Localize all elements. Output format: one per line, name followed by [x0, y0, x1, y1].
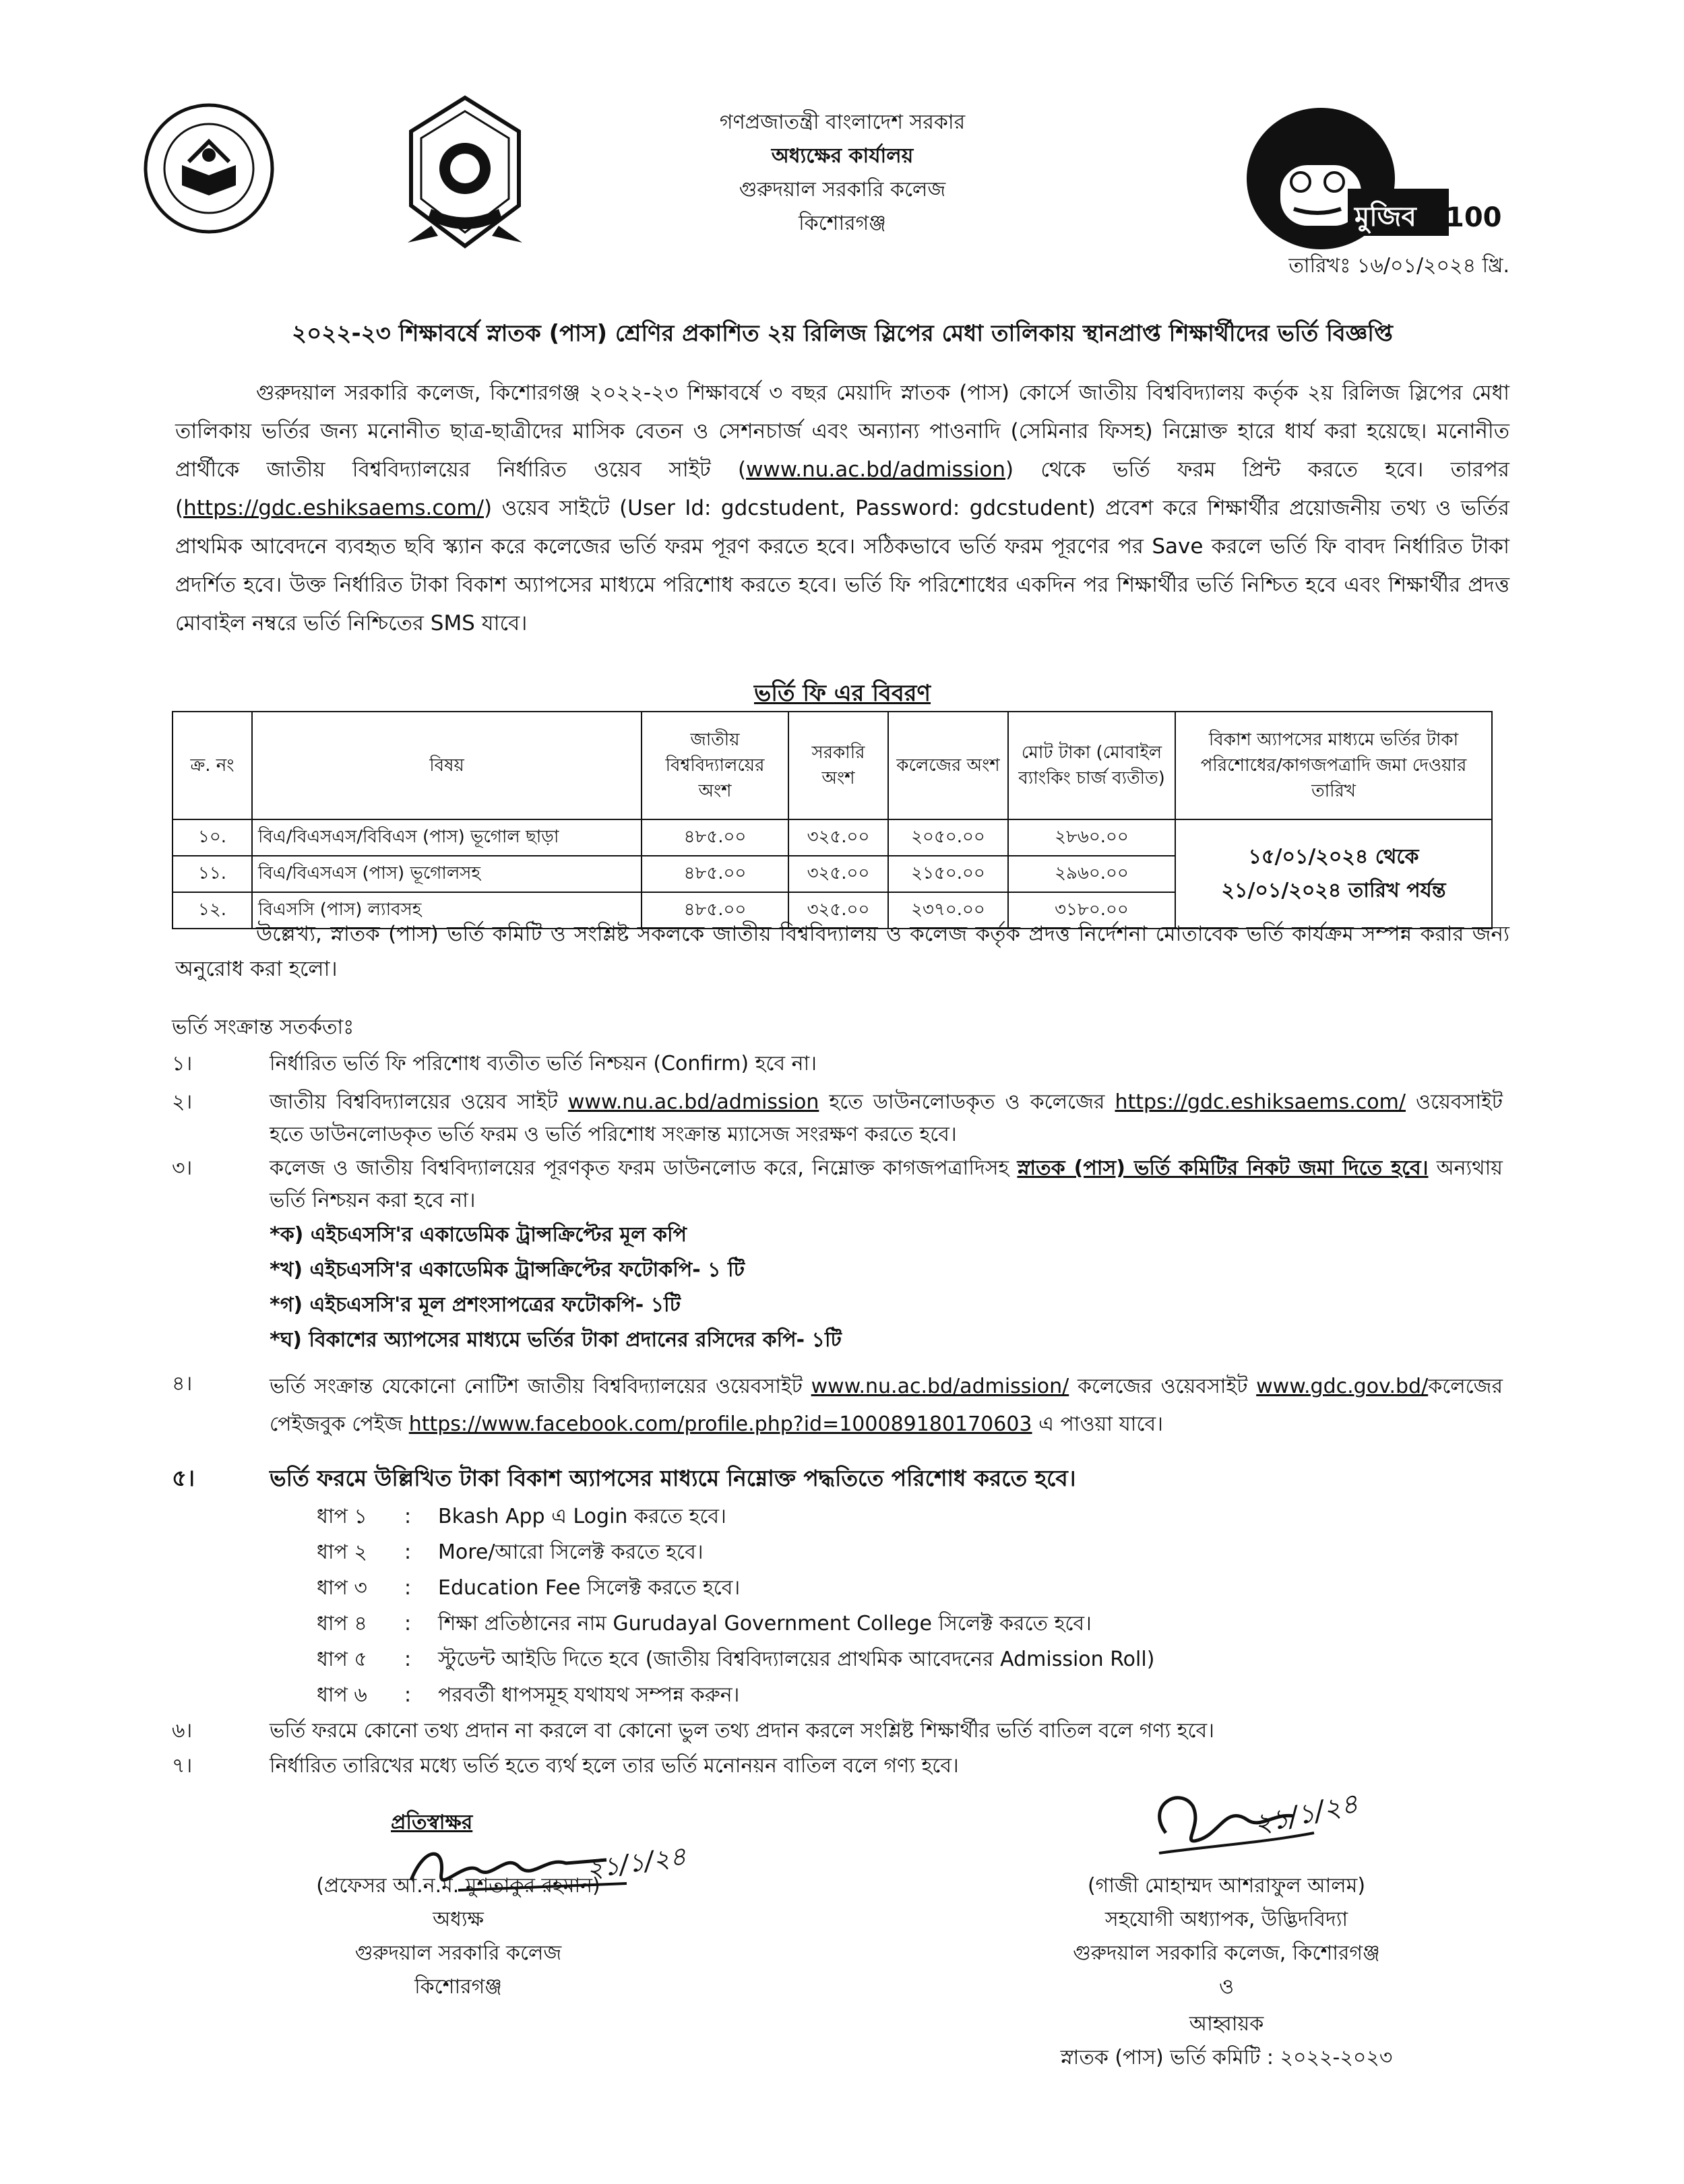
- col-nu-share: জাতীয় বিশ্ববিদ্যালয়ের অংশ: [642, 712, 788, 819]
- note-paragraph: উল্লেখ্য, স্নাতক (পাস) ভর্তি কমিটি ও সংশ্লিষ্ট সকলকে জাতীয় বিশ্ববিদ্যালয় ও কলেজ কর্তৃক প্রদত্ত নির্দেশনা মোতাবেক ভর্তি কার্যক্রম সম্পন্ন করার জন্য অনুরোধ করা হলো।: [175, 922, 1509, 981]
- step-colon: :: [404, 1612, 412, 1635]
- signature-left-name: (প্রফেসর আ.ন.ম. মুশতাকুর রহমান): [316, 1874, 600, 1898]
- item-number: ৭।: [172, 1754, 193, 1778]
- item-text: ভর্তি ফরমে উল্লিখিত টাকা বিকাশ অ্যাপসের মাধ্যমে নিম্নোক্ত পদ্ধতিতে পরিশোধ করতে হবে।: [270, 1465, 1076, 1491]
- step-text: পরবর্তী ধাপসমূহ যথাযথ সম্পন্ন করুন।: [438, 1683, 740, 1707]
- nu-admission-link[interactable]: www.nu.ac.bd/admission: [567, 1090, 819, 1114]
- step-text: Education Fee সিলেক্ট করতে হবে।: [438, 1576, 741, 1600]
- item-text-c: ওয়েবসাইট হতে ডাউনলোডকৃত ভর্তি ফরম ও ভর্তি পরিশোধ সংক্রান্ত ম্যাসেজ সংরক্ষণ করতে হবে।: [270, 1090, 1503, 1146]
- signature-left-title: অধ্যক্ষ: [433, 1908, 484, 1931]
- document-item: *গ) এইচএসসি'র মূল প্রশংসাপত্রের ফটোকপি- ১টি: [270, 1293, 681, 1317]
- facebook-page-link[interactable]: https://www.facebook.com/profile.php?id=100089180170603: [408, 1412, 1032, 1436]
- item-number: ৫।: [172, 1465, 195, 1492]
- logo-left: [142, 101, 276, 236]
- document-item: *খ) এইচএসসি'র একাডেমিক ট্রান্সক্রিপ্টের ফটোকপি- ১ টি: [270, 1258, 745, 1282]
- cell-college: ২০৫০.০০: [888, 819, 1008, 856]
- caution-title: ভর্তি সংক্রান্ত সতর্কতাঃ: [172, 1016, 354, 1039]
- eshiksa-link[interactable]: https://gdc.eshiksaems.com/: [1115, 1090, 1406, 1114]
- step-colon: :: [404, 1540, 412, 1564]
- notice-title: ২০২২-২৩ শিক্ষাবর্ষে স্নাতক (পাস) শ্রেণির প্রকাশিত ২য় রিলিজ স্লিপের মেধা তালিকায় স্থানপ্রাপ্ত শিক্ষার্থীদের ভর্তি বিজ্ঞপ্তি: [292, 320, 1393, 347]
- step-label: ধাপ ৪: [317, 1612, 367, 1635]
- signature-left-org: গুরুদয়াল সরকারি কলেজ: [354, 1941, 562, 1965]
- table-header-row: [173, 712, 1492, 819]
- signature-right-org: গুরুদয়াল সরকারি কলেজ, কিশোরগঞ্জ: [1073, 1941, 1380, 1965]
- cell-serial: ১০.: [173, 819, 252, 856]
- fee-table: [172, 711, 1493, 929]
- logo-college: [384, 91, 546, 259]
- signature-right-and: ও: [1218, 1975, 1235, 1999]
- cell-total: ৩১৮০.০০: [1008, 892, 1175, 929]
- step-text: More/আরো সিলেক্ট করতে হবে।: [438, 1540, 704, 1564]
- step-text: স্টুডেন্ট আইডি দিতে হবে (জাতীয় বিশ্ববিদ্যালয়ের প্রাথমিক আবেদনের Admission Roll): [438, 1648, 1155, 1671]
- cell-total: ২৯৬০.০০: [1008, 856, 1175, 892]
- signature-right-committee: স্নাতক (পাস) ভর্তি কমিটি : ২০২২-২০২৩: [1060, 2046, 1393, 2069]
- item-number: ২।: [172, 1090, 193, 1114]
- nu-admission-link[interactable]: www.nu.ac.bd/admission: [746, 458, 1006, 482]
- signature-right-role: আহ্বায়ক: [1189, 2012, 1264, 2036]
- step-colon: :: [404, 1576, 412, 1600]
- cell-nu: ৪৮৫.০০: [642, 856, 788, 892]
- cell-nu: ৪৮৫.০০: [642, 892, 788, 929]
- item-text-a: কলেজ ও জাতীয় বিশ্ববিদ্যালয়ের পূরণকৃত ফরম ডাউনলোড করে, নিম্নোক্ত কাগজপত্রাদিসহ: [270, 1156, 1018, 1180]
- signature-right-title: সহযোগী অধ্যাপক, উদ্ভিদবিদ্যা: [1104, 1908, 1348, 1931]
- document-item: *ক) এইচএসসি'র একাডেমিক ট্রান্সক্রিপ্টের মূল কপি: [270, 1223, 687, 1247]
- signature-right-name: (গাজী মোহাম্মদ আশরাফুল আলম): [1087, 1874, 1366, 1898]
- item-number: ৬।: [172, 1719, 193, 1743]
- cell-college: ২১৫০.০০: [888, 856, 1008, 892]
- col-subject: বিষয়: [252, 712, 642, 819]
- step-label: ধাপ ৩: [317, 1576, 367, 1600]
- step-colon: :: [404, 1505, 412, 1528]
- intro-text-b: ) থেকে ভর্তি ফরম প্রিন্ট করতে হবে। তারপর (: [175, 458, 1509, 520]
- item-text: [270, 1152, 1503, 1217]
- col-serial: ক্র. নং: [173, 712, 252, 819]
- item-text-c: কলেজের পেইজবুক পেইজ: [270, 1375, 1503, 1436]
- intro-paragraph: [175, 374, 1509, 643]
- header-line-2: অধ্যক্ষের কার্যালয়: [771, 144, 914, 168]
- col-payment-date: বিকাশ অ্যাপসের মাধ্যমে ভর্তির টাকা পরিশোধের/কাগজপত্রাদি জমা দেওয়ার তারিখ: [1175, 712, 1492, 819]
- cell-subject: বিএসসি (পাস) ল্যাবসহ: [252, 892, 642, 929]
- col-govt-share: সরকারি অংশ: [788, 712, 888, 819]
- item-text: নির্ধারিত ভর্তি ফি পরিশোধ ব্যতীত ভর্তি নিশ্চয়ন (Confirm) হবে না।: [270, 1052, 817, 1075]
- cell-govt: ৩২৫.০০: [788, 819, 888, 856]
- col-total: মোট টাকা (মোবাইল ব্যাংকিং চার্জ ব্যতীত): [1008, 712, 1175, 819]
- gdc-website-link[interactable]: www.gdc.gov.bd/: [1256, 1375, 1429, 1398]
- signature-left-place: কিশোরগঞ্জ: [414, 1975, 502, 1999]
- signature-left-date: ২১/১/২৪: [584, 1840, 688, 1885]
- cell-total: ২৮৬০.০০: [1008, 819, 1175, 856]
- cell-subject: বিএ/বিএসএস/বিবিএস (পাস) ভূগোল ছাড়া: [252, 819, 642, 856]
- step-text: Bkash App এ Login করতে হবে।: [438, 1505, 726, 1528]
- cell-govt: ৩২৫.০০: [788, 856, 888, 892]
- intro-text-c: ) ওয়েব সাইটে (User Id: gdcstudent, Password: gdcstudent) প্রবেশ করে শিক্ষার্থীর প্রয়োজনীয় তথ্য ও ভর্তির প্রাথমিক আবেদনে ব্যবহৃত ছবি স্ক্যান করে কলেজের ভর্তি ফরম পূরণ করতে হবে। সঠিকভাবে ভর্তি ফরম পূরণের পর Save করলে ভর্তি ফি বাবদ নির্ধারিত টাকা প্রদর্শিত হবে। উক্ত নির্ধারিত টাকা বিকাশ অ্যাপসের মাধ্যমে পরিশোধ করতে হবে। ভর্তি ফি পরিশোধের একদিন পর শিক্ষার্থীর ভর্তি নিশ্চিত হবে এবং শিক্ষার্থীর প্রদত্ত মোবাইল নম্বরে ভর্তি নিশ্চিতের SMS যাবে।: [175, 496, 1509, 635]
- date-range-start: ১৫/০১/২০২৪ থেকে: [1248, 845, 1419, 869]
- item-text-a: ভর্তি সংক্রান্ত যেকোনো নোটিশ জাতীয় বিশ্ববিদ্যালয়ের ওয়েবসাইট: [270, 1375, 811, 1398]
- item-text-bold: স্নাতক (পাস) ভর্তি কমিটির নিকট জমা দিতে হবে।: [1017, 1156, 1429, 1180]
- item-number: ৩।: [172, 1156, 193, 1180]
- table-row: [173, 819, 1492, 856]
- cell-serial: ১২.: [173, 892, 252, 929]
- item-text-a: জাতীয় বিশ্ববিদ্যালয়ের ওয়েব সাইট: [270, 1090, 568, 1114]
- header-line-3: গুরুদয়াল সরকারি কলেজ: [739, 178, 946, 201]
- cell-nu: ৪৮৫.০০: [642, 819, 788, 856]
- item-number: ১।: [172, 1052, 193, 1075]
- nu-admission-link[interactable]: www.nu.ac.bd/admission/: [811, 1375, 1069, 1398]
- mujib-text: মুজিব: [1354, 201, 1416, 232]
- item-text-b: হতে ডাউনলোডকৃত ও কলেজের: [819, 1090, 1115, 1114]
- item-text-d: এ পাওয়া যাবে।: [1032, 1412, 1163, 1436]
- date-range-end: ২১/০১/২০২৪ তারিখ পর্যন্ত: [1221, 879, 1446, 902]
- step-label: ধাপ ২: [317, 1540, 367, 1564]
- header-line-4: কিশোরগঞ্জ: [799, 212, 886, 235]
- eshiksa-link[interactable]: https://gdc.eshiksaems.com/: [183, 496, 484, 520]
- item-text: নির্ধারিত তারিখের মধ্যে ভর্তি হতে ব্যর্থ হলে তার ভর্তি মনোনয়ন বাতিল বলে গণ্য হবে।: [270, 1754, 959, 1778]
- item-text: [270, 1086, 1503, 1151]
- cell-serial: ১১.: [173, 856, 252, 892]
- cell-subject: বিএ/বিএসএস (পাস) ভূগোলসহ: [252, 856, 642, 892]
- header-line-1: গণপ্রজাতন্ত্রী বাংলাদেশ সরকার: [719, 111, 966, 134]
- item-text: [270, 1368, 1503, 1443]
- cell-date-range: [1175, 819, 1492, 929]
- step-label: ধাপ ১: [317, 1505, 367, 1528]
- intro-text-a: গুরুদয়াল সরকারি কলেজ, কিশোরগঞ্জ ২০২২-২৩ শিক্ষাবর্ষে ৩ বছর মেয়াদি স্নাতক (পাস) কোর্সে জাতীয় বিশ্ববিদ্যালয় কর্তৃক ২য় রিলিজ স্লিপের মেধা তালিকায় ভর্তির জন্য মনোনীত ছাত্র-ছাত্রীদের মাসিক বেতন ও সেশনচার্জ এবং অন্যান্য পাওনাদি (সেমিনার ফিসহ) নিম্নোক্ত হারে ধার্য করা হয়েছে। মনোনীত প্রার্থীকে জাতীয় বিশ্ববিদ্যালয়ের নির্ধারিত ওয়েব সাইট (: [175, 381, 1509, 482]
- step-colon: :: [404, 1683, 412, 1707]
- step-colon: :: [404, 1648, 412, 1671]
- document-item: *ঘ) বিকাশের অ্যাপসের মাধ্যমে ভর্তির টাকা প্রদানের রসিদের কপি- ১টি: [270, 1328, 842, 1352]
- signature-right-date: ২১/১/২৪: [1251, 1788, 1361, 1840]
- cell-college: ২৩৭০.০০: [888, 892, 1008, 929]
- step-label: ধাপ ৫: [317, 1648, 367, 1671]
- table-caption: ভর্তি ফি এর বিবরণ: [753, 680, 931, 707]
- cell-govt: ৩২৫.০০: [788, 892, 888, 929]
- mujib-logo: [1206, 101, 1502, 256]
- item-text: ভর্তি ফরমে কোনো তথ্য প্রদান না করলে বা কোনো ভুল তথ্য প্রদান করলে সংশ্লিষ্ট শিক্ষার্থীর ভর্তি বাতিল বলে গণ্য হবে।: [270, 1719, 1214, 1743]
- item-text-b: কলেজের ওয়েবসাইট: [1069, 1375, 1257, 1398]
- mujib-number: 100: [1445, 202, 1502, 233]
- countersign-label: প্রতিস্বাক্ষর: [391, 1811, 473, 1834]
- item-text-c: অন্যথায় ভর্তি নিশ্চয়ন করা হবে না।: [270, 1156, 1503, 1212]
- item-number: ৪।: [172, 1372, 193, 1396]
- step-label: ধাপ ৬: [317, 1683, 367, 1707]
- step-text: শিক্ষা প্রতিষ্ঠানের নাম Gurudayal Government College সিলেক্ট করতে হবে।: [438, 1612, 1092, 1635]
- col-college-share: কলেজের অংশ: [888, 712, 1008, 819]
- notice-date: তারিখঃ ১৬/০১/২০২৪ খ্রি.: [1288, 254, 1509, 278]
